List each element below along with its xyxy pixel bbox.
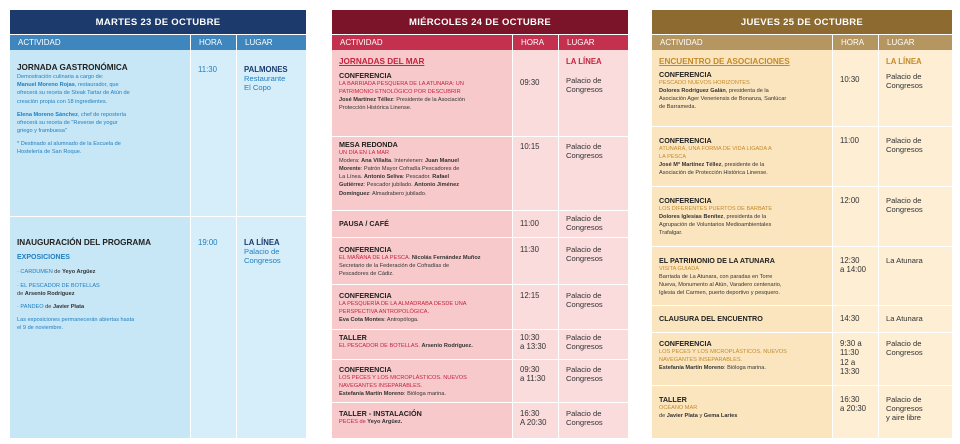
header-lugar: LUGAR: [559, 35, 628, 50]
time: 16:30: [520, 409, 540, 418]
activity-line: griego y frambuesa": [17, 127, 67, 134]
person-name: Juan Manuel: [425, 158, 459, 165]
venue: Congresos: [886, 404, 923, 414]
day-title: JUEVES 25 DE OCTUBRE: [652, 10, 952, 34]
schedule-row: [652, 50, 952, 126]
time: 11:00: [840, 136, 859, 145]
activity-line: : Almadrabero jubilado.: [369, 190, 427, 197]
time: 10:15: [520, 142, 540, 151]
activity-line: . Intervienen:: [391, 158, 426, 165]
time: 11:30: [198, 65, 217, 74]
venue: Palacio de: [566, 142, 602, 151]
time: a 14:00: [840, 265, 867, 275]
activity-line: Pescadores de Cádiz.: [339, 271, 394, 278]
person-name: Ana Villalta: [361, 158, 392, 165]
exhibit-title: · CARDUMEN: [17, 269, 53, 276]
day-title: MIÉRCOLES 24 DE OCTUBRE: [332, 10, 628, 34]
person-name: Antonio Jiménez: [414, 182, 460, 189]
venue: Congresos: [886, 145, 923, 155]
venue-town: LA LÍNEA: [566, 57, 602, 66]
venue: Palacio de: [566, 365, 602, 374]
activity-subtitle: EL PESCADOR DE BOTELLAS.: [339, 343, 422, 349]
schedule-row: [332, 330, 628, 359]
schedule-row: [652, 306, 952, 332]
venue: Congresos: [566, 418, 603, 428]
activity-title: CONFERENCIA: [659, 196, 712, 205]
person-name: Eva Cota Montes: [339, 317, 385, 324]
schedule-row: [10, 217, 306, 438]
activity-line: Asociación de Protección Histórica Linense.: [659, 170, 768, 177]
person-name: Yeyo Argüez: [62, 269, 96, 276]
activity-title: EL PATRIMONIO DE LA ATUNARA: [659, 256, 775, 265]
activity-subtitle: EXPOSICIONES: [17, 254, 70, 262]
time: a 13:30: [520, 342, 547, 352]
time: a 11:30: [520, 374, 546, 384]
activity-line: , chef de repostería: [77, 111, 127, 118]
activity-title: CONFERENCIA: [339, 71, 392, 80]
person-name: Arsenio Rodríguez.: [421, 343, 473, 349]
time: 11:30: [840, 348, 859, 358]
day-column-tuesday: [10, 10, 306, 438]
time: 11:30: [520, 245, 539, 254]
venue-town: LA LÍNEA: [244, 238, 280, 247]
activity-title: INAUGURACIÓN DEL PROGRAMA: [17, 238, 152, 247]
time: 12:30: [840, 256, 860, 265]
venue: Congresos: [244, 256, 281, 266]
venue: Congresos: [566, 223, 603, 233]
activity-title: CONFERENCIA: [659, 136, 712, 145]
schedule-row: [652, 127, 952, 186]
venue: Congresos: [566, 374, 603, 384]
venue: Congresos: [886, 205, 923, 215]
schedule-row: [332, 238, 628, 284]
activity-title: JORNADA GASTRONÓMICA: [17, 63, 128, 72]
time: 16:30: [840, 395, 860, 404]
activity-title: PAUSA / CAFÉ: [339, 219, 389, 228]
time: 10:30: [840, 75, 860, 84]
activity-line: La Línea.: [339, 174, 364, 181]
person-name: José Martínez Téllez: [339, 97, 394, 104]
activity-subtitle: PESCADO NUEVOS HORIZONTES: [659, 80, 750, 86]
activity-line: de: [52, 269, 63, 276]
time: 12:15: [520, 291, 540, 300]
section-title: JORNADAS DEL MAR: [339, 57, 425, 66]
activity-line: Demostración culinaria a cargo de:: [17, 74, 104, 81]
header-actividad: ACTIVIDAD: [652, 35, 832, 50]
time: 9:30 a: [840, 339, 862, 348]
header-actividad: ACTIVIDAD: [10, 35, 190, 50]
header-lugar: LUGAR: [879, 35, 952, 50]
activity-line: : Pescador.: [402, 174, 433, 181]
activity-line: Protección Histórica Linense.: [339, 105, 412, 112]
venue: La Atunara: [886, 314, 923, 323]
section-title: ENCUENTRO DE ASOCIACIONES: [659, 57, 790, 66]
activity-subtitle: LOS PECES Y LOS MICROPLÁSTICOS. NUEVOS: [659, 349, 787, 355]
activity-subtitle: LOS DIFERENTES PUERTOS DE BARBATE: [659, 206, 773, 212]
activity-line: creación propia con 18 ingredientes.: [17, 98, 108, 105]
header-hora: HORA: [191, 35, 236, 50]
venue: Palacio de: [566, 333, 602, 342]
person-name: Yeyo Argüez.: [367, 419, 403, 425]
venue: Palacio de: [886, 136, 922, 145]
day-column-wednesday: [332, 10, 628, 438]
schedule-row: [332, 403, 628, 438]
venue-town: LA LÍNEA: [886, 57, 922, 66]
venue: Palacio de: [886, 196, 922, 205]
venue: El Copo: [244, 83, 272, 93]
activity-subtitle: NAVEGANTES INSEPARABLES.: [339, 383, 423, 390]
venue: La Atunara: [886, 256, 923, 265]
venue: Congresos: [566, 151, 603, 161]
person-name: Antonio Seliva: [363, 174, 403, 181]
activity-line: de: [17, 290, 25, 297]
schedule-row: [652, 187, 952, 246]
venue: Palacio de: [886, 339, 922, 348]
activity-subtitle: ATUNARA, UNA FORMA DE VIDA LIGADA A: [659, 146, 772, 152]
activity-line: Iglesia del Carmen, puerto deportivo y pesquero.: [659, 290, 780, 297]
activity-line: Nueva, Monumento al Atún, Varadero centenario,: [659, 282, 782, 289]
day-column-thursday: [652, 10, 952, 438]
time: 11:00: [520, 219, 539, 228]
activity-note: * Destinado al alumnado de la Escuela de: [17, 141, 121, 148]
time: 14:30: [840, 314, 860, 323]
person-name: Javier Plata: [52, 303, 85, 310]
venue-town: PALMONES: [244, 65, 288, 74]
activity-line: , presidente de la: [721, 162, 765, 169]
schedule-row: [652, 247, 952, 305]
schedule-row: [652, 333, 952, 385]
activity-line: Trafalgar.: [659, 230, 683, 237]
person-name: Nicolás Fernández Muñoz: [411, 255, 481, 261]
activity-subtitle: LA PESQUERÍA DE LA ALMADRABA DESDE UNA: [339, 301, 467, 307]
venue: Palacio de: [244, 247, 280, 257]
schedule-row: [332, 285, 628, 329]
venue: y aire libre: [886, 413, 922, 423]
activity-subtitle: NAVEGANTES INSEPARABLES.: [659, 357, 743, 364]
schedule-row: [332, 50, 628, 136]
column-headers: [652, 35, 952, 50]
activity-line: y: [697, 413, 704, 420]
activity-line: Modera:: [339, 158, 362, 165]
person-name: Elena Moreno Sánchez: [17, 111, 78, 118]
activity-subtitle: VISITA GUIADA: [659, 266, 699, 272]
time: 19:00: [198, 238, 218, 247]
person-name: Morente: [339, 166, 361, 173]
time: 09:30: [520, 365, 540, 374]
time: a 20:30: [840, 404, 867, 414]
activity-line: ofrecerá su receta de "Reverse de yogur: [17, 119, 118, 126]
header-actividad: ACTIVIDAD: [332, 35, 512, 50]
person-name: Dolores Rodríguez Galán: [659, 88, 726, 95]
exhibit-title: · PANDEO: [17, 303, 44, 310]
activity-note: Las exposiciones permanecerán abiertas hasta: [17, 316, 135, 323]
time: A 20:30: [520, 418, 547, 428]
activity-title: CONFERENCIA: [659, 339, 712, 348]
venue: Congresos: [566, 254, 603, 264]
header-hora: HORA: [513, 35, 558, 50]
schedule-row: [332, 360, 628, 402]
schedule-row: [652, 386, 952, 438]
activity-title: CONFERENCIA: [339, 245, 392, 254]
venue: Palacio de: [566, 214, 602, 223]
activity-line: : Presidente de la Asociación: [393, 97, 465, 104]
activity-title: MESA REDONDA: [339, 140, 398, 149]
venue: Palacio de: [566, 245, 602, 254]
person-name: Gema Laríes: [703, 413, 738, 420]
activity-subtitle: OCÉANO MAR: [659, 405, 698, 411]
activity-line: , presidenta de la: [723, 214, 767, 221]
schedule-row: [10, 50, 306, 216]
activity-title: TALLER: [659, 395, 687, 404]
person-name: Arsenio Rodríguez: [24, 290, 75, 297]
venue: Congresos: [886, 81, 923, 91]
header-hora: HORA: [833, 35, 878, 50]
time: 10:30: [520, 333, 540, 342]
venue: Congresos: [566, 342, 603, 352]
activity-line: Agrupación de Voluntarios Medioambientales: [659, 222, 772, 229]
activity-subtitle: LA BARRIADA PESQUERA DE LA ATUNARA: UN: [339, 81, 464, 87]
person-name: Javier Plata: [666, 413, 698, 420]
activity-subtitle: PERSPECTIVA ANTROPOLÓGICA.: [339, 309, 430, 316]
activity-line: Barriada de La Atunara, con paradas en Torre: [659, 274, 773, 281]
person-name: Domínguez: [339, 190, 370, 197]
person-name: Estefanía Martín Moreno: [339, 391, 404, 398]
time: 12 a: [840, 357, 856, 367]
activity-title: CLAUSURA DEL ENCUENTRO: [659, 314, 763, 323]
venue: Palacio de: [566, 409, 602, 418]
activity-line: de: [659, 413, 667, 420]
activity-line: Asociación Ager Veneriensis de Bonanza, Sanlúcar: [659, 96, 787, 103]
activity-title: TALLER: [339, 333, 367, 342]
venue: Congresos: [566, 300, 603, 310]
person-name: Estefanía Martín Moreno: [659, 365, 724, 372]
header-lugar: LUGAR: [237, 35, 306, 50]
activity-line: : Patrón Mayor Cofradía Pescadores de: [360, 166, 460, 173]
activity-subtitle: LA PESCA: [659, 154, 687, 161]
schedule-row: [332, 211, 628, 237]
activity-line: de Barrameda.: [659, 104, 697, 111]
activity-note: Hostelería de San Roque.: [17, 149, 82, 156]
activity-line: de: [43, 303, 53, 310]
activity-subtitle: PECES de: [339, 419, 368, 425]
activity-line: ofrecerá su receta de Steak Tartar de Atún de: [17, 90, 130, 97]
activity-title: CONFERENCIA: [659, 70, 712, 79]
activity-subtitle: EL MAÑANA DE LA PESCA.: [339, 255, 412, 261]
venue: Restaurante: [244, 74, 286, 84]
column-headers: [10, 35, 306, 50]
activity-line: , restaurador, que: [74, 82, 119, 89]
venue: Palacio de: [886, 72, 922, 82]
activity-line: Secretario de la Federación de Cofradías de: [339, 263, 450, 270]
activity-title: CONFERENCIA: [339, 291, 392, 300]
venue: Palacio de: [566, 291, 602, 300]
activity-note: el 9 de noviembre.: [17, 324, 64, 331]
activity-line: : Bióloga marina.: [723, 365, 766, 372]
activity-title: TALLER - INSTALACIÓN: [339, 409, 422, 418]
time: 12:00: [840, 196, 860, 205]
person-name: Rafael: [432, 174, 450, 181]
person-name: Dolores Iglesias Benítez: [659, 214, 724, 221]
activity-title: CONFERENCIA: [339, 365, 392, 374]
activity-subtitle: UN DÍA EN LA MAR: [339, 150, 390, 156]
activity-line: : Antropóloga.: [384, 317, 419, 324]
schedule-row: [332, 137, 628, 210]
time: 13:30: [840, 367, 860, 377]
person-name: Gutiérrez: [339, 182, 364, 189]
person-name: Manuel Moreno Rojas: [17, 82, 75, 89]
time: 09:30: [520, 78, 540, 87]
exhibit-title: · EL PESCADOR DE BOTELLAS: [17, 282, 100, 289]
activity-line: , presidenta de la: [725, 88, 769, 95]
activity-line: : Bióloga marina.: [403, 391, 446, 398]
venue: Congresos: [566, 85, 603, 95]
venue: Congresos: [886, 348, 923, 358]
column-headers: [332, 35, 628, 50]
activity-subtitle: PATRIMONIO ETNOLÓGICO POR DESCUBRIR: [339, 89, 461, 96]
person-name: José Mª Martínez Téllez: [659, 162, 722, 169]
day-title: MARTES 23 DE OCTUBRE: [10, 10, 306, 34]
activity-line: : Pescador jubilado.: [363, 182, 415, 189]
venue: Palacio de: [566, 76, 602, 86]
venue: Palacio de: [886, 395, 922, 404]
activity-subtitle: LOS PECES Y LOS MICROPLÁSTICOS. NUEVOS: [339, 375, 467, 381]
